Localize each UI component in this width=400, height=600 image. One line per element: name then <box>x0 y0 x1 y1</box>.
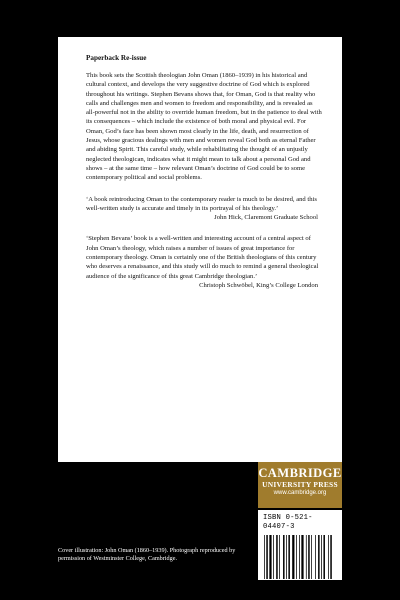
barcode-icon <box>263 535 337 579</box>
publisher-logo-block <box>258 462 342 508</box>
publisher-url: www.cambridge.org <box>273 490 327 496</box>
quote-attribution: Christoph Schwöbel, King’s College London <box>199 281 318 289</box>
barcode-number: 9 780521 044073 <box>263 580 324 587</box>
publisher-subname: UNIVERSITY PRESS <box>262 480 338 489</box>
book-description: This book sets the Scottish theologian John Oman (1860–1939) in his historical and cultural context, and develops the very suggestive doctrine of God which is explored throughout his writings. Stephen Bevans shows that, for Oman, God is that reality who calls and challenges men and women to freedom and responsibility, and is revealed as all-powerful not in the ability to override human freedom, but in the patience to deal with its consequences – which include the existence of both moral and physical evil. For Oman, God’s face has been shown most clearly in the life, death, and resurrection of Jesus, whose gracious dealings with men and women reveal God both as eternal Father and abiding Spirit. This careful study, while rehabilitating the thought of an unjustly neglected theologican, indicates what it might mean to talk about a personal God and shows – at the same time – how relevant Oman’s doctrine of God could be to some contemporary political and social problems. <box>86 72 322 182</box>
quote-text: ‘Stephen Bevans’ book is a well-written and interesting account of a central aspect of John Oman’s theology, which raises a number of issues of great importance for contemporary theology. Oman is certainly one of the British theologians of this century who deserves a renaissance, and this study will do much to remind a general theological audience of the significance of this great Cambridge theologian.’ <box>86 235 319 280</box>
publisher-name: CAMBRIDGE <box>258 466 342 480</box>
back-cover-text-panel <box>58 37 342 462</box>
cover-illustration-credit: Cover illustration: John Oman (1860–1939). Photograph reproduced by permission of Westminster College, Cambridge. <box>58 547 236 563</box>
isbn-label: ISBN 0-521-04407-3 <box>263 514 313 531</box>
isbn-barcode-box <box>258 510 342 587</box>
review-quote-1 <box>86 195 322 223</box>
reissue-heading: Paperback Re-issue <box>86 54 147 62</box>
quote-text: ‘A book reintroducing Oman to the contemporary reader is much to be desired, and this well-written study is accurate and timely in its portrayal of his theology.’ <box>86 195 317 212</box>
review-quote-2 <box>86 234 322 290</box>
quote-attribution: John Hick, Claremont Graduate School <box>214 214 318 222</box>
